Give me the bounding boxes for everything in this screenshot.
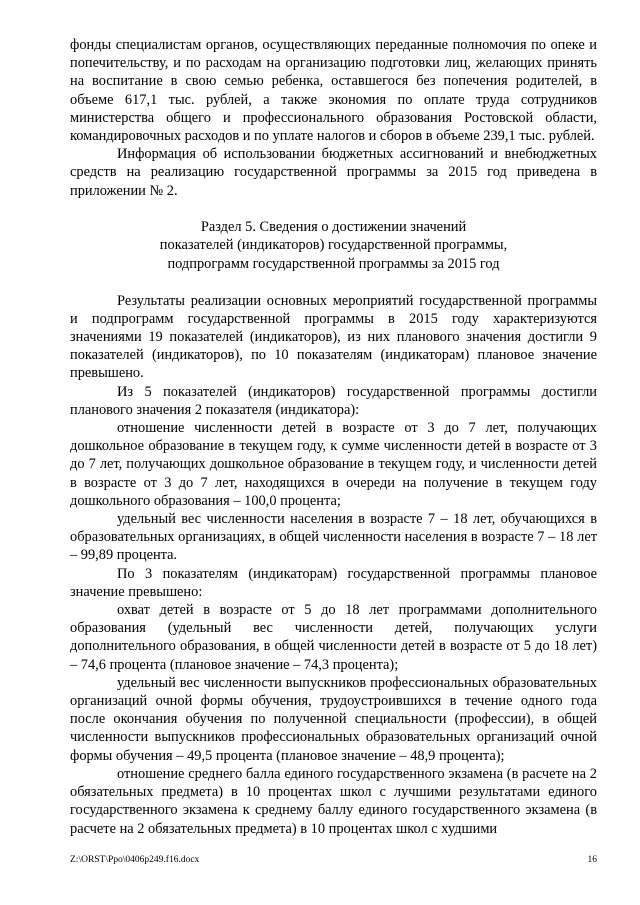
paragraph-10: отношение среднего балла единого государственного экзамена (в расчете на 2 обязательных предмета) в 10 процентах школ с лучшими результатами единого государственного экзамена к среднему баллу единого государственного экзамена (в расчете на 2 обязательных предмета) в 10 процентах школ с худшими	[70, 765, 597, 837]
paragraph-2: Информация об использовании бюджетных ассигнований и внебюджетных средств на реализацию государственной программы за 2015 год приведена в приложении № 2.	[70, 146, 597, 199]
paragraph-6: удельный вес численности населения в возрасте 7 – 18 лет, обучающихся в образовательных организациях, в общей численности населения в возрасте 7 – 18 лет – 99,89 процента.	[70, 511, 597, 564]
paragraph-3: Результаты реализации основных мероприятий государственной программы и подпрограмм государственной программы в 2015 году характеризуются значениями 19 показателей (индикаторов), из них планового значения достигли 9 показателей (индикаторов), по 10 показателям (индикаторам) плановое значение превышено.	[70, 292, 597, 382]
page-footer	[70, 854, 597, 866]
page-number: 16	[587, 855, 597, 865]
paragraph-8: охват детей в возрасте от 5 до 18 лет программами дополнительного образования (удельный вес численности детей, получающих услуги дополнительного образования, в общей численности детей в возрасте от 5 до 18 лет) – 74,6 процента (плановое значение – 74,3 процента);	[70, 602, 597, 673]
section-heading-line-2: показателей (индикаторов) государственной программы,	[159, 237, 508, 254]
paragraph-1: фонды специалистам органов, осуществляющих переданные полномочия по опеке и попечительству, и по расходам на организацию подготовки лиц, желающих принять на воспитание в свою семью ребенка, оставшегося без попечения родителей, в объеме 617,1 тыс. рублей, а также экономия по оплате труда сотрудников министерства общего и профессионального образования Ростовской области, командировочных расходов и по уплате налогов и сборов в объеме 239,1 тыс. рублей.	[70, 37, 597, 145]
document-body	[70, 36, 597, 838]
section-heading-line-1: Раздел 5. Сведения о достижении значений	[200, 218, 467, 235]
paragraph-7: По 3 показателям (индикаторам) государственной программы плановое значение превышено:	[70, 565, 597, 600]
section-heading-line-3: подпрограмм государственной программы за 2015 год	[167, 256, 500, 273]
paragraph-4: Из 5 показателей (индикаторов) государственной программы достигли планового значения 2 показателя (индикатора):	[70, 383, 597, 418]
paragraph-5: отношение численности детей в возрасте от 3 до 7 лет, получающих дошкольное образование в текущем году, к сумме численности детей в возрасте от 3 до 7 лет, получающих дошкольное образование в текущем году, и численности детей в возрасте от 3 до 7 лет, находящихся в очереди на получение в текущем году дошкольного образования – 100,0 процента;	[70, 420, 597, 509]
file-path: Z:\ORST\Ppo\0406p249.f16.docx	[70, 855, 200, 865]
section-heading	[70, 218, 597, 274]
paragraph-9: удельный вес численности выпускников профессиональных образовательных организаций очной формы обучения, трудоустроившихся в течение одного года после окончания обучения по полученной специальности (профессии), в общей численности выпускников профессиональных образовательных организаций очной формы обучения – 49,5 процента (плановое значение – 48,9 процента);	[70, 674, 597, 764]
